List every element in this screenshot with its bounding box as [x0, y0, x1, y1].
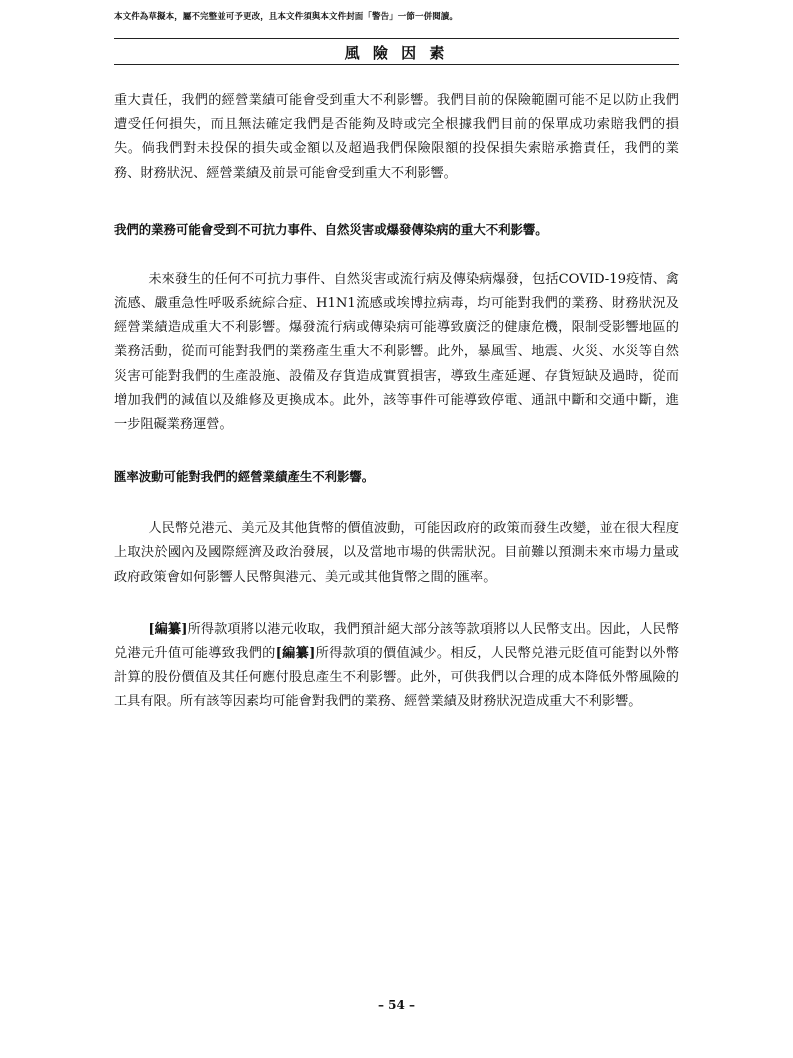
redacted-marker: [編纂] [148, 621, 188, 637]
paragraph-proceeds [114, 618, 679, 715]
paragraph-exchange-rate: 人民幣兑港元、美元及其他貨幣的價值波動，可能因政府的政策而發生改變，並在很大程度上取決於國內及國際經濟及政治發展，以及當地市場的供需狀況。目前難以預測未來市場力量或政府政策會如何影響人民幣與港元、美元或其他貨幣之間的匯率。 [114, 521, 679, 585]
page-number: – 54 – [377, 998, 416, 1012]
header-top-rule [114, 38, 679, 39]
section-title: 風 險 因 素 [344, 44, 449, 62]
heading-exchange-rate: 匯率波動可能對我們的經營業績產生不利影響。 [114, 469, 375, 485]
redacted-marker: [編纂] [275, 646, 316, 662]
paragraph-force-majeure: 未來發生的任何不可抗力事件、自然災害或流行病及傳染病爆發，包括COVID-19疫情、禽流感、嚴重急性呼吸系統綜合症、H1N1流感或埃博拉病毒，均可能對我們的業務、財務狀況及經營業績造成重大不利影響。爆發流行病或傳染病可能導致廣泛的健康危機，限制受影響地區的業務活動，從而可能對我們的業務產生重大不利影響。此外，暴風雪、地震、火災、水災等自然災害可能對我們的生產設施、設備及存貨造成實質損害，導致生產延遲、存貨短缺及過時，從而增加我們的減值以及維修及更換成本。此外，該等事件可能導致停電、通訊中斷和交通中斷，進一步阻礙業務運營。 [114, 271, 679, 433]
draft-disclaimer: 本文件為草擬本，屬不完整並可予更改，且本文件須與本文件封面「警告」一節一併閱讀。 [114, 12, 459, 22]
header-bottom-rule [114, 64, 679, 65]
paragraph-proceeds-text-1: 所得款項將以港元收取，我們預計絕大部分該等款項將以人民幣支出。因此，人民幣兑港元升值可能導致我們的 [114, 621, 680, 662]
paragraph-proceeds-text-2: 所得款項的價值減少。相反，人民幣兑港元貶值可能對以外幣計算的股份價值及其任何應付股息產生不利影響。此外，可供我們以合理的成本降低外幣風險的工具有限。所有該等因素均可能會對我們的業務、經營業績及財務狀況造成重大不利影響。 [114, 646, 680, 710]
heading-force-majeure: 我們的業務可能會受到不可抗力事件、自然災害或爆發傳染病的重大不利影響。 [114, 221, 548, 237]
paragraph-insurance: 重大責任，我們的經營業績可能會受到重大不利影響。我們目前的保險範圍可能不足以防止我們遭受任何損失，而且無法確定我們是否能夠及時或完全根據我們目前的保單成功索賠我們的損失。倘我們對未投保的損失或金額以及超過我們保險限額的投保損失索賠承擔責任，我們的業務、財務狀況、經營業績及前景可能會受到重大不利影響。 [114, 93, 679, 181]
document-body [114, 89, 679, 715]
